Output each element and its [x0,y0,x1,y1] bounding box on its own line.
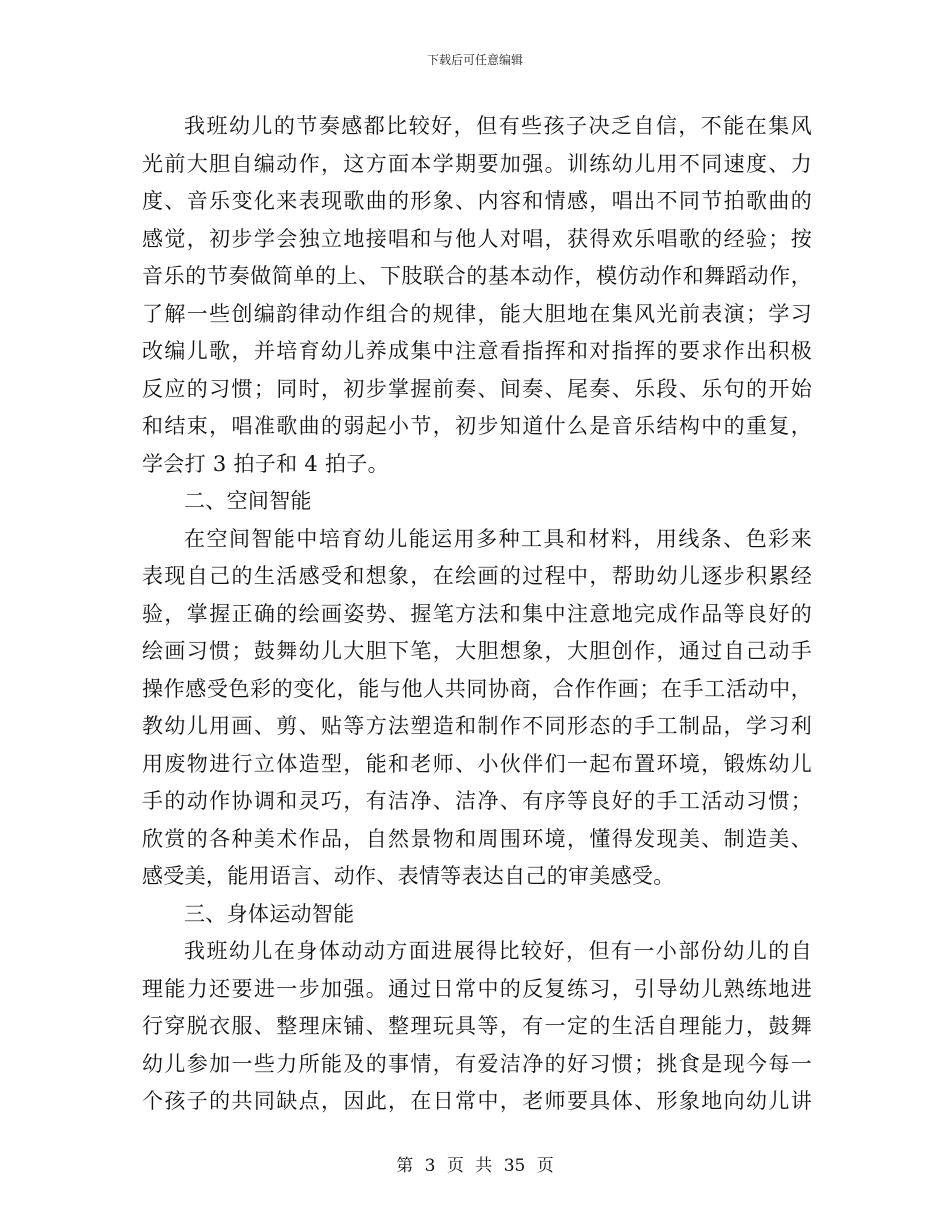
text-line: 反应的习惯；同时，初步掌握前奏、间奏、尾奏、乐段、乐句的开始 [142,376,812,401]
text-line: 表现自己的生活感受和想象，在绘画的过程中，帮助幼儿逐步积累经 [142,564,812,588]
text-line: 改编儿歌，并培育幼儿养成集中注意看指挥和对指挥的要求作出积极 [142,339,812,363]
text-line: 度、音乐变化来表现歌曲的形象、内容和情感，唱出不同节拍歌曲的 [142,189,812,213]
text-line: 音乐的节奏做简单的上、下肢联合的基本动作，模仿动作和舞蹈动作， [142,264,812,288]
paragraph-music [142,108,812,483]
text-line: 光前大胆自编动作，这方面本学期要加强。训练幼儿用不同速度、力 [142,151,812,176]
text-line: 理能力还要进一步加强。通过日常中的反复练习，引导幼儿熟练地进 [142,976,812,1001]
text-line: 学会打 3 拍子和 4 拍子。 [142,451,389,476]
text-line: 感觉，初步学会独立地接唱和与他人对唱，获得欢乐唱歌的经验；按 [142,226,812,251]
paragraph-spatial [142,521,812,896]
text-line: 验，掌握正确的绘画姿势、握笔方法和集中注意地完成作品等良好的 [142,601,812,626]
paragraph-physical [142,933,812,1121]
section-heading-physical: 三、身体运动智能 [184,901,355,926]
text-line: 操作感受色彩的变化，能与他人共同协商，合作作画；在手工活动中， [142,676,812,701]
text-line: 我班幼儿在身体动动方面进展得比较好，但有一小部份幼儿的自 [184,939,812,963]
text-line: 和结束，唱准歌曲的弱起小节，初步知道什么是音乐结构中的重复， [142,414,812,438]
text-line: 行穿脱衣服、整理床铺、整理玩具等，有一定的生活自理能力，鼓舞 [142,1014,812,1038]
text-line: 在空间智能中培育幼儿能运用多种工具和材料，用线条、色彩来 [184,526,812,551]
page-header: 下载后可任意编辑 [426,53,523,67]
section-heading-spatial: 二、空间智能 [184,489,312,513]
text-line: 手的动作协调和灵巧，有洁净、洁净、有序等良好的手工活动习惯； [142,789,812,813]
text-line: 感受美，能用语言、动作、表情等表达自己的审美感受。 [142,864,675,888]
document-body [142,108,812,1121]
text-line: 用废物进行立体造型，能和老师、小伙伴们一起布置环境，锻炼幼儿 [142,751,812,776]
text-line: 绘画习惯；鼓舞幼儿大胆下笔，大胆想象，大胆创作，通过自己动手 [142,639,812,663]
text-line: 欣赏的各种美术作品，自然景物和周围环境，懂得发现美、制造美、 [142,826,812,851]
text-line: 教幼儿用画、剪、贴等方法塑造和制作不同形态的手工制品，学习利 [142,714,812,738]
text-line: 幼儿参加一些力所能及的事情，有爱洁净的好习惯；挑食是现今每一 [142,1051,812,1076]
text-line: 个孩子的共同缺点，因此，在日常中，老师要具体、形象地向幼儿讲 [142,1089,812,1113]
page-number-footer: 第 3 页 共 35 页 [396,1156,554,1176]
text-line: 我班幼儿的节奏感都比较好，但有些孩子决乏自信，不能在集风 [184,114,812,138]
text-line: 了解一些创编韵律动作组合的规律，能大胆地在集风光前表演；学习 [142,301,812,326]
